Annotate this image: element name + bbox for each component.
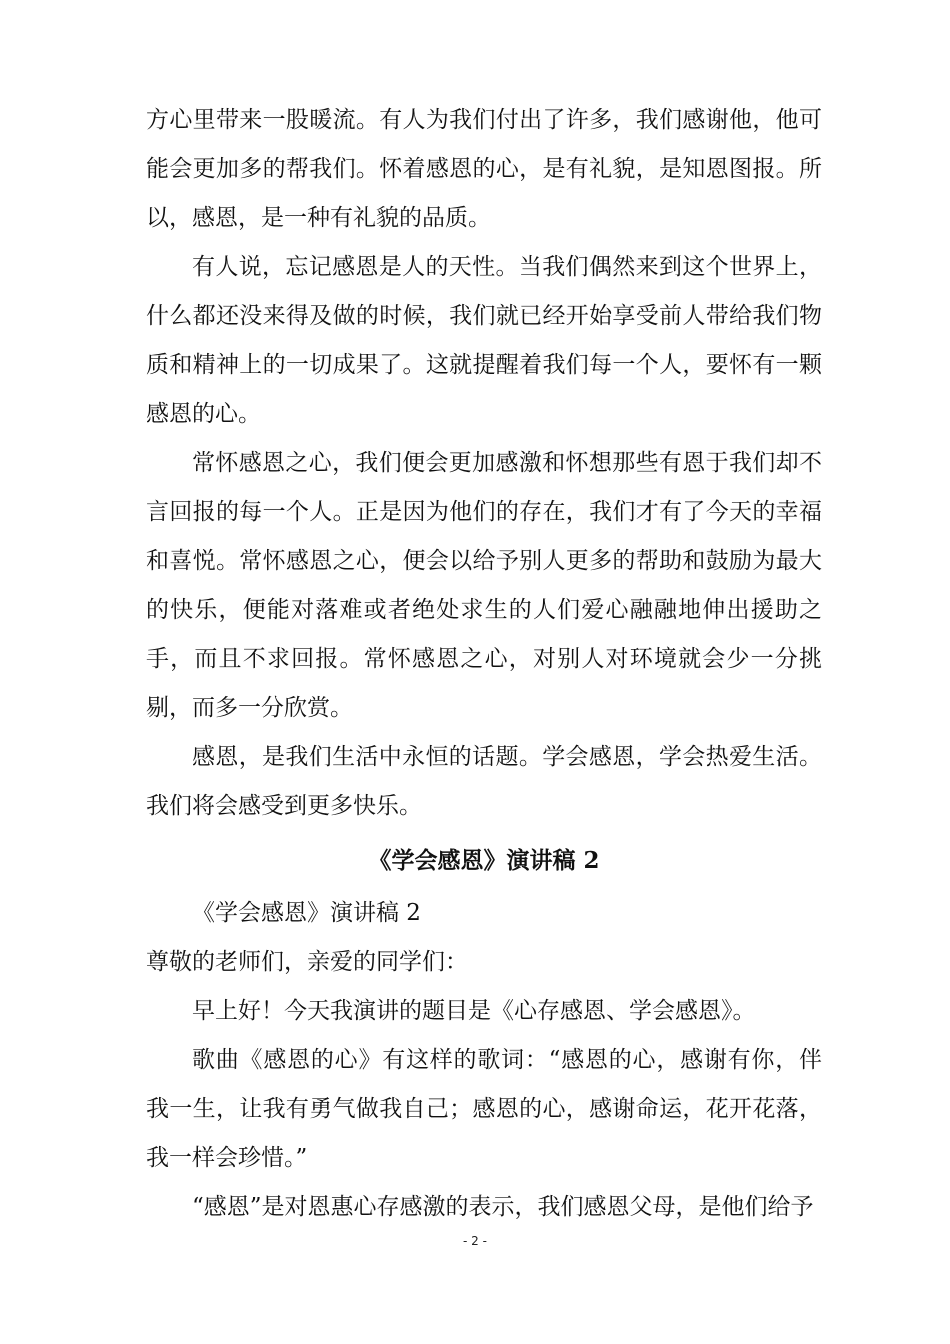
page-number: - 2 - [463, 1234, 487, 1248]
paragraph-continuation: 方心里带来一股暖流。有人为我们付出了许多，我们感谢他，他可能会更加多的帮我们。怀着感恩的心，是有礼貌，是知恩图报。所以，感恩，是一种有礼貌的品质。 [146, 107, 822, 231]
paragraph: 有人说，忘记感恩是人的天性。当我们偶然来到这个世界上，什么都还没来得及做的时候，我们就已经开始享受前人带给我们物质和精神上的一切成果了。这就提醒着我们每一个人，要怀有一颗感恩的心。 [146, 254, 822, 427]
paragraph: 感恩，是我们生活中永恒的话题。学会感恩，学会热爱生活。我们将会感受到更多快乐。 [146, 744, 822, 819]
paragraph: 常怀感恩之心，我们便会更加感激和怀想那些有恩于我们却不言回报的每一个人。正是因为他们的存在，我们才有了今天的幸福和喜悦。常怀感恩之心，便会以给予别人更多的帮助和鼓励为最大的快乐，便能对落难或者绝处求生的人们爱心融融地伸出援助之手，而且不求回报。常怀感恩之心，对别人对环境就会少一分挑剔，而多一分欣赏。 [146, 450, 822, 721]
salutation: 尊敬的老师们，亲爱的同学们： [146, 949, 468, 975]
paragraph: “感恩”是对恩惠心存感激的表示，我们感恩父母，是他们给予 [192, 1194, 814, 1220]
document-body [146, 96, 822, 1232]
paragraph: 早上好！今天我演讲的题目是《心存感恩、学会感恩》。 [192, 998, 756, 1024]
paragraph: 歌曲《感恩的心》有这样的歌词：“感恩的心，感谢有你，伴我一生，让我有勇气做我自己；感恩的心，感谢命运，花开花落，我一样会珍惜。” [146, 1047, 822, 1171]
speech-subtitle: 《学会感恩》演讲稿 2 [192, 900, 421, 926]
section-heading: 《学会感恩》演讲稿 2 [368, 847, 600, 874]
